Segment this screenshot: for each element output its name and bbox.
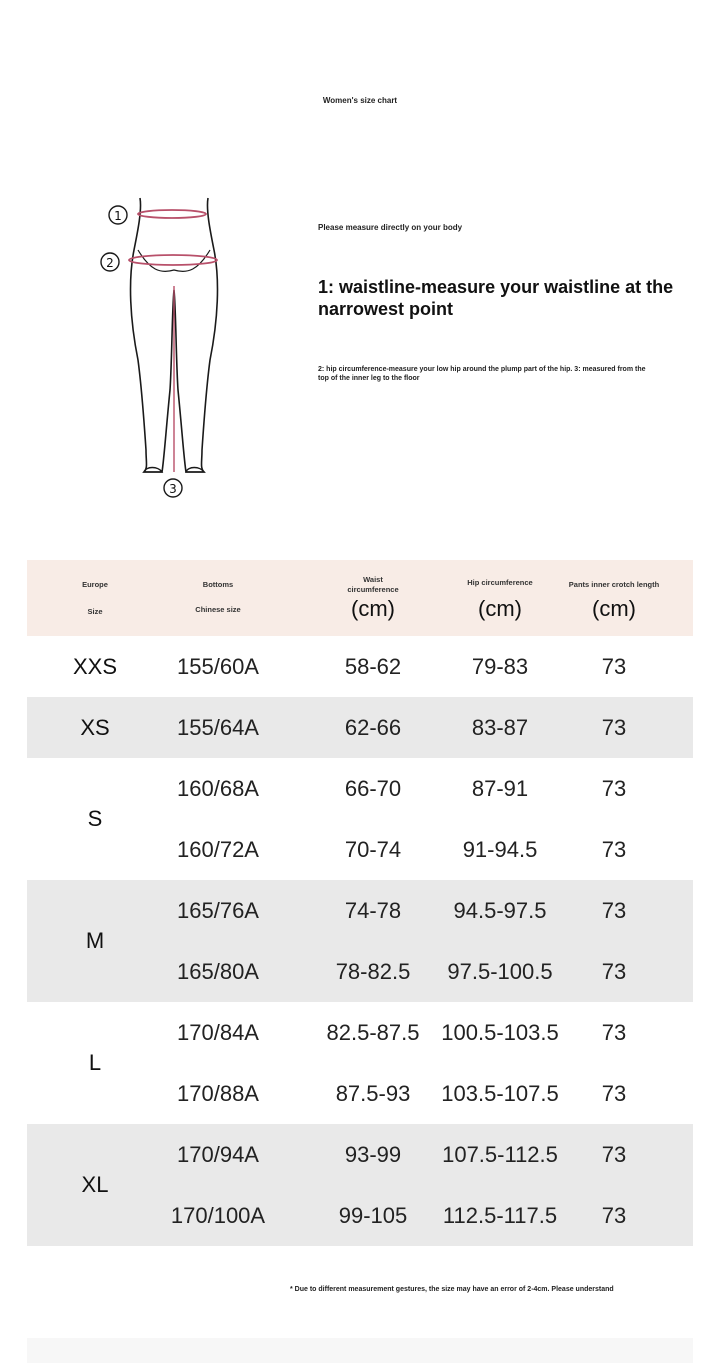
size-label: XS <box>80 715 110 740</box>
hip-cell: 83-87 <box>471 715 529 740</box>
crotch-cell: 73 <box>601 898 627 923</box>
table-row <box>27 941 693 1002</box>
hip-cell: 107.5-112.5 <box>442 1142 558 1167</box>
hip-cell: 91-94.5 <box>462 837 538 862</box>
header-size: Size <box>87 607 103 616</box>
header-crotch-unit: (cm) <box>592 596 636 621</box>
waistline-instruction: 1: waistline-measure your waistline at the narrowest point <box>318 277 674 319</box>
hip-cell: 112.5-117.5 <box>442 1203 558 1228</box>
crotch-cell: 73 <box>601 1203 627 1228</box>
size-label: S <box>87 806 103 831</box>
chinese-size-cell: 165/80A <box>177 959 259 984</box>
crotch-cell: 73 <box>601 837 627 862</box>
crotch-cell: 73 <box>601 1081 627 1106</box>
crotch-cell: 73 <box>601 1020 627 1045</box>
header-crotch: Pants inner crotch length <box>568 580 660 589</box>
waist-cell: 58-62 <box>344 654 402 679</box>
chinese-size-cell: 170/88A <box>177 1081 259 1106</box>
size-label: M <box>85 928 105 953</box>
chinese-size-cell: 160/72A <box>177 837 259 862</box>
chinese-size-cell: 160/68A <box>177 776 259 801</box>
header-hip: Hip circumference <box>467 578 533 587</box>
header-hip-unit: (cm) <box>478 596 522 621</box>
svg-text:3: 3 <box>169 482 177 496</box>
header-waist-unit: (cm) <box>351 596 395 621</box>
size-group-xs <box>27 697 693 758</box>
waist-cell: 66-70 <box>344 776 402 801</box>
crotch-cell: 73 <box>601 1142 627 1167</box>
table-row <box>27 1063 693 1124</box>
chinese-size-cell: 170/84A <box>177 1020 259 1045</box>
bottom-strip <box>27 1338 693 1363</box>
waist-cell: 87.5-93 <box>335 1081 411 1106</box>
waist-cell: 82.5-87.5 <box>326 1020 420 1045</box>
table-row <box>27 819 693 880</box>
table-row <box>27 697 693 758</box>
size-label: L <box>88 1050 102 1075</box>
chinese-size-cell: 165/76A <box>177 898 259 923</box>
waist-cell: 62-66 <box>344 715 402 740</box>
table-header <box>27 560 693 636</box>
measure-intro: Please measure directly on your body <box>318 223 463 232</box>
crotch-cell: 73 <box>601 776 627 801</box>
table-row <box>27 1002 693 1063</box>
size-group-s <box>27 758 693 880</box>
size-group-xl <box>27 1124 693 1246</box>
table-row <box>27 880 693 941</box>
waist-cell: 99-105 <box>338 1203 408 1228</box>
size-table <box>27 560 693 1246</box>
waist-cell: 78-82.5 <box>335 959 411 984</box>
size-label: XL <box>81 1172 109 1197</box>
table-row <box>27 758 693 819</box>
hip-cell: 100.5-103.5 <box>441 1020 559 1045</box>
footnote: * Due to different measurement gestures, the size may have an error of 2-4cm. Please understand <box>290 1286 614 1293</box>
header-waist: Waist circumference <box>347 575 399 594</box>
waist-cell: 93-99 <box>344 1142 402 1167</box>
hip-cell: 87-91 <box>471 776 529 801</box>
hip-inseam-instruction: 2: hip circumference-measure your low hip around the plump part of the hip. 3: measured from the top of the inner leg to the floor <box>318 366 646 382</box>
size-group-m <box>27 880 693 1002</box>
hip-cell: 103.5-107.5 <box>441 1081 559 1106</box>
crotch-cell: 73 <box>601 715 627 740</box>
chinese-size-cell: 155/64A <box>177 715 259 740</box>
hip-cell: 97.5-100.5 <box>447 959 553 984</box>
table-row <box>27 1185 693 1246</box>
header-bottoms: Bottoms <box>202 580 234 589</box>
chinese-size-cell: 170/94A <box>177 1142 259 1167</box>
waist-cell: 70-74 <box>344 837 402 862</box>
waist-cell: 74-78 <box>344 898 402 923</box>
table-row <box>27 1124 693 1185</box>
crotch-cell: 73 <box>601 654 627 679</box>
chinese-size-cell: 155/60A <box>177 654 259 679</box>
hip-cell: 94.5-97.5 <box>453 898 547 923</box>
svg-text:1: 1 <box>114 209 122 223</box>
header-europe: Europe <box>82 580 108 589</box>
size-group-xxs <box>27 636 693 697</box>
page-title: Women's size chart <box>322 96 398 105</box>
crotch-cell: 73 <box>601 959 627 984</box>
body-measurement-figure <box>100 190 230 510</box>
hip-cell: 79-83 <box>471 654 529 679</box>
header-chinese-size: Chinese size <box>195 605 241 614</box>
size-group-l <box>27 1002 693 1124</box>
chinese-size-cell: 170/100A <box>170 1203 266 1228</box>
svg-text:2: 2 <box>106 256 114 270</box>
size-label: XXS <box>72 654 118 679</box>
table-row <box>27 636 693 697</box>
